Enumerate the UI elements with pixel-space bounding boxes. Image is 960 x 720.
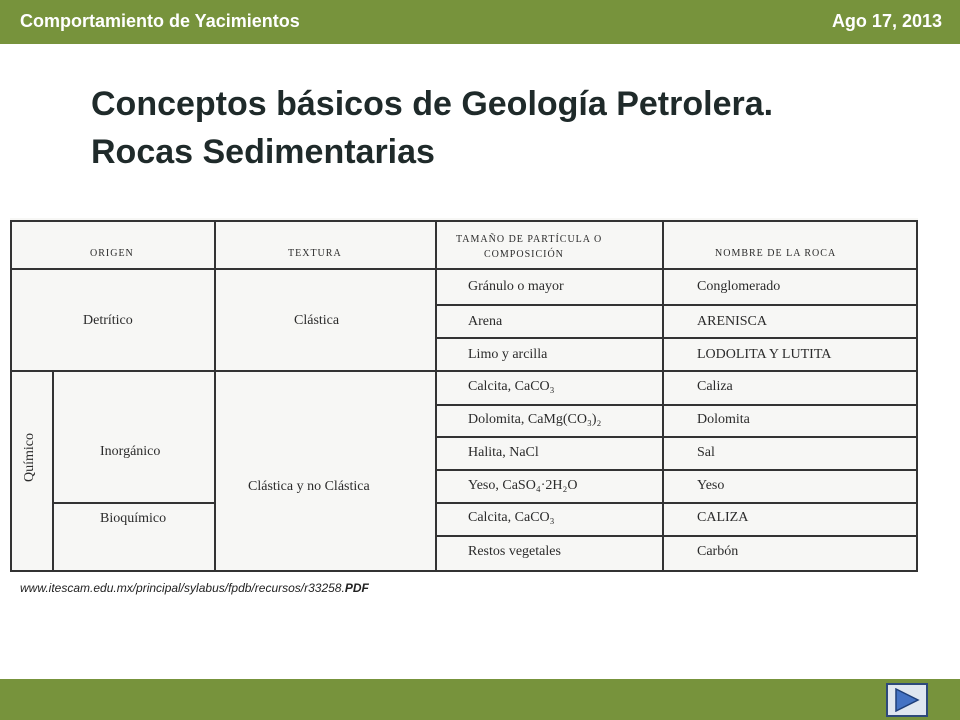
header-bar — [0, 0, 960, 44]
rock-name-cell: Dolomita — [697, 412, 750, 427]
rock-name-cell: Caliza — [697, 379, 733, 394]
source-url: www.itescam.edu.mx/principal/sylabus/fpdb/recursos/r33258. — [20, 581, 345, 595]
textura-clastica: Clástica — [294, 313, 340, 328]
comp-cell: Arena — [468, 314, 503, 329]
rock-name-cell: Sal — [697, 445, 715, 460]
table-border — [10, 370, 918, 372]
comp-cell: Calcita, CaCO₃ — [468, 379, 555, 394]
column-line — [52, 370, 54, 572]
source-link[interactable] — [20, 581, 369, 595]
rock-name-cell: ARENISCA — [697, 314, 768, 329]
slide-title — [91, 80, 911, 176]
rock-classification-table — [10, 218, 918, 572]
comp-cell: Dolomita, CaMg(CO₃)₂ — [468, 412, 602, 427]
comp-cell: Halita, NaCl — [468, 445, 539, 460]
table-border — [10, 220, 12, 572]
source-ext: PDF — [344, 581, 369, 595]
column-line — [214, 220, 216, 572]
row-line — [435, 304, 918, 306]
rock-name-cell: Yeso — [697, 478, 725, 493]
comp-cell: Yeso, CaSO₄·2H₂O — [468, 478, 578, 493]
row-line — [435, 404, 918, 406]
origen-inorganico: Inorgánico — [100, 444, 161, 459]
comp-cell: Calcita, CaCO₃ — [468, 510, 555, 525]
header-textura: TEXTURA — [288, 248, 342, 259]
table-border — [10, 268, 918, 270]
textura-clastica-no-clastica: Clástica y no Clástica — [248, 479, 370, 494]
date-label: Ago 17, 2013 — [831, 11, 942, 31]
next-slide-button[interactable] — [886, 683, 928, 717]
header-nombre: NOMBRE DE LA ROCA — [715, 248, 837, 259]
comp-cell: Restos vegetales — [468, 544, 561, 559]
rock-name-cell: LODOLITA Y LUTITA — [697, 347, 832, 362]
slide-title-line2: Rocas Sedimentarias — [91, 133, 435, 171]
origen-quimico: Químico — [22, 433, 37, 482]
rock-name-cell: Conglomerado — [697, 279, 781, 294]
row-line — [52, 502, 215, 504]
row-line — [435, 337, 918, 339]
origen-detritico: Detrítico — [83, 313, 133, 328]
course-title: Comportamiento de Yacimientos — [20, 11, 300, 31]
comp-cell: Gránulo o mayor — [468, 279, 564, 294]
rock-name-cell: CALIZA — [697, 510, 749, 525]
row-line — [435, 535, 918, 537]
column-line — [435, 220, 437, 572]
header-tamano-line1: TAMAÑO DE PARTÍCULA O — [456, 234, 603, 245]
column-line — [662, 220, 664, 572]
header-tamano-line2: COMPOSICIÓN — [484, 249, 564, 260]
table-border — [10, 570, 918, 572]
row-line — [435, 502, 918, 504]
comp-cell: Limo y arcilla — [468, 347, 548, 362]
header-origen: ORIGEN — [90, 248, 134, 259]
source-citation — [20, 581, 369, 595]
slide-title-line1: Conceptos básicos de Geología Petrolera. — [91, 85, 774, 123]
table-border — [916, 220, 918, 572]
table-border — [10, 220, 918, 222]
origen-bioquimico: Bioquímico — [100, 511, 167, 526]
rock-name-cell: Carbón — [697, 544, 739, 559]
row-line — [435, 469, 918, 471]
footer-bar — [0, 679, 960, 720]
play-next-icon — [894, 688, 920, 712]
row-line — [435, 436, 918, 438]
